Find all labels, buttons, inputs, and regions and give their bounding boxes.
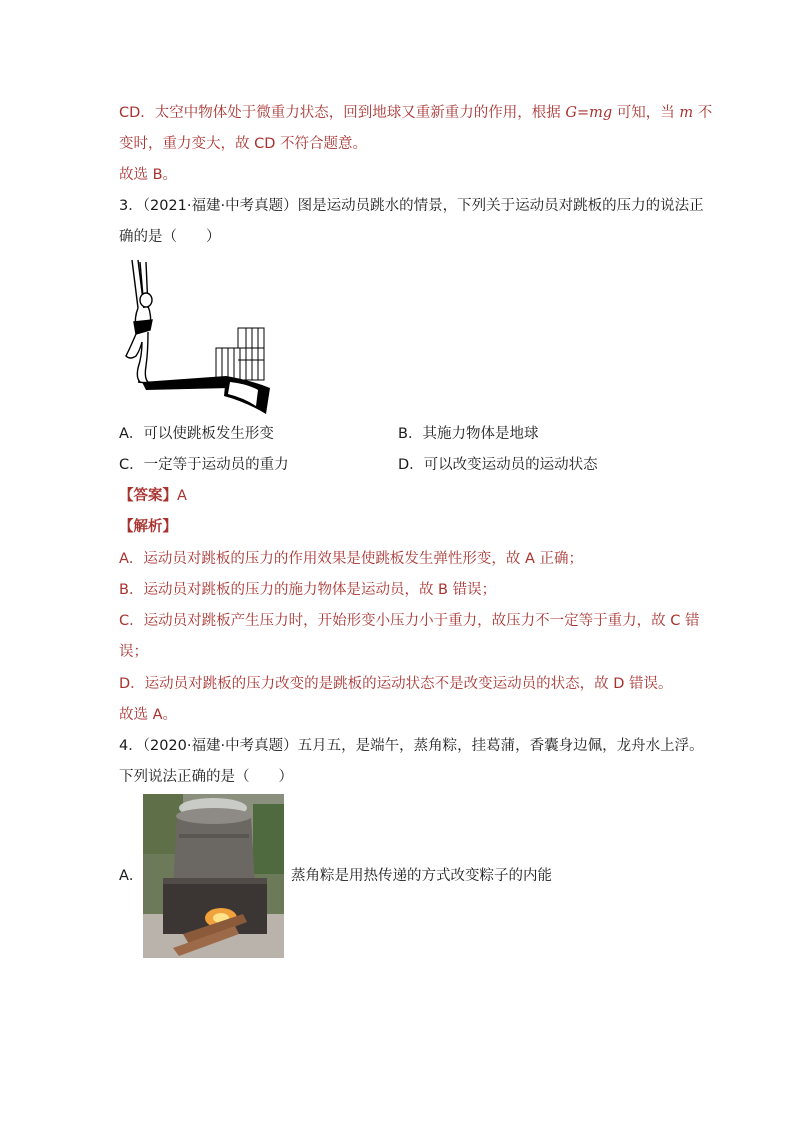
solution-text: CD．太空中物体处于微重力状态，回到地球又重新重力的作用，根据	[119, 105, 566, 121]
q3-option-b[interactable]: B．其施力物体是地球	[398, 426, 539, 442]
diver-figure	[118, 256, 270, 418]
solution-text: 不	[693, 105, 713, 121]
q3-analysis-c2: 误；	[119, 644, 148, 660]
steaming-pot-photo	[143, 794, 284, 958]
q3-analysis-label: 【解析】	[119, 519, 177, 535]
q3-stem-line2: 确的是（ ）	[119, 229, 221, 245]
q3-option-a[interactable]: A．可以使跳板发生形变	[119, 426, 274, 442]
solution-choose: 故选 B。	[119, 167, 178, 183]
q4-stem-line1: 4．（2020·福建·中考真题）五月五，是端午，蒸角粽，挂葛蒲，香囊身边佩，龙舟水上浮。	[119, 738, 704, 754]
solution-cd-line2: 变时，重力变大，故 CD 不符合题意。	[119, 136, 368, 152]
solution-cd-line1	[119, 103, 712, 123]
q3-analysis-choose: 故选 A。	[119, 707, 178, 723]
q3-analysis-b: B．运动员对跳板的压力的施力物体是运动员，故 B 错误；	[119, 582, 497, 598]
q3-option-c[interactable]: C．一定等于运动员的重力	[119, 457, 289, 473]
q3-analysis-d: D．运动员对跳板的压力改变的是跳板的运动状态不是改变运动员的状态，故 D 错误。	[119, 676, 673, 692]
q3-answer	[119, 486, 187, 506]
q4-option-a-text[interactable]: 蒸角粽是用热传递的方式改变粽子的内能	[291, 868, 552, 884]
answer-label: 【答案】	[119, 488, 177, 504]
solution-text: 可知，当	[612, 105, 680, 121]
q4-option-a-label[interactable]: A．	[119, 868, 144, 884]
formula: G=mg	[565, 105, 613, 121]
q3-option-d[interactable]: D．可以改变运动员的运动状态	[398, 457, 598, 473]
q3-analysis-a: A．运动员对跳板的压力的作用效果是使跳板发生弹性形变，故 A 正确；	[119, 551, 584, 567]
variable-m: m	[679, 105, 694, 121]
q4-stem-line2: 下列说法正确的是（ ）	[119, 769, 293, 785]
q3-stem-line1: 3．（2021·福建·中考真题）图是运动员跳水的情景，下列关于运动员对跳板的压力的说法正	[119, 198, 704, 214]
answer-value: A	[177, 488, 187, 504]
q3-analysis-c1: C．运动员对跳板产生压力时，开始形变小压力小于重力，故压力不一定等于重力，故 C 错	[119, 613, 700, 629]
